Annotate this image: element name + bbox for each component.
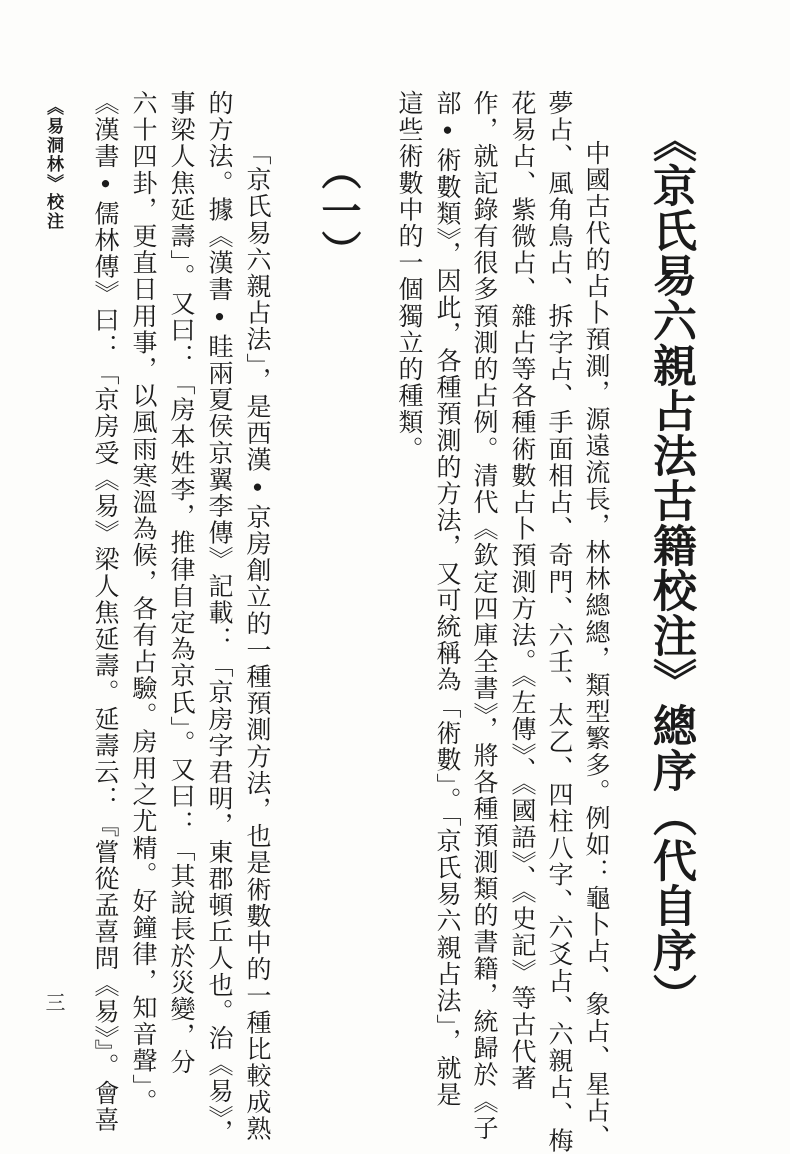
section-line-4: 六十四卦，更直日用事，以風雨寒溫為候，各有占驗。房用之尤精。好鐘律，知音聲」。 xyxy=(129,90,158,1115)
running-head: 《易洞林》校注 xyxy=(43,98,63,231)
intro-line-2: 夢占、風角鳥占、拆字占、手面相占、奇門、六壬、太乙、四柱八字、六爻占、六親占、梅 xyxy=(545,90,574,1154)
section-heading: （一） xyxy=(315,150,361,270)
section-line-3: 事梁人焦延壽」。又曰：「房本姓李，推律自定為京氏」。又曰：「其說長於災變，分 xyxy=(167,90,196,1076)
intro-line-5: 部•術數類》，因此，各種預測的方法，又可統稱為「術數」。「京氏易六親占法」，就是 xyxy=(433,90,462,1108)
intro-line-3: 花易占、紫微占、雜占等各種術數占卜預測方法。《左傳》、《國語》、《史記》等古代著 xyxy=(508,90,537,1092)
section-line-5: 《漢書•儒林傳》曰：「京房受《易》梁人焦延壽。延壽云：『嘗從孟喜問《易》』。會喜 xyxy=(91,90,120,1133)
intro-line-4: 作，就記錄有很多預測的占例。清代《欽定四庫全書》，將各種預測類的書籍，統歸於《子 xyxy=(470,90,499,1142)
page-number: 三 xyxy=(42,992,66,1012)
intro-line-6: 這些術數中的一個獨立的種類。 xyxy=(395,90,424,463)
intro-line-1: 中國古代的占卜預測，源遠流長，林林總總，類型繁多。例如：龜卜占、象占、星占、 xyxy=(582,140,611,1151)
page-title: 《京氏易六親占法古籍校注》總序（代自序） xyxy=(645,118,696,1018)
section-line-1: 「京氏易六親占法」，是西漢•京房創立的一種預測方法，也是術數中的一種比較成熟 xyxy=(243,140,272,1143)
section-line-2: 的方法。據《漢書•眭兩夏侯京翼李傳》記載：「京房字君明，東郡頓丘人也。治《易》， xyxy=(205,90,234,1146)
